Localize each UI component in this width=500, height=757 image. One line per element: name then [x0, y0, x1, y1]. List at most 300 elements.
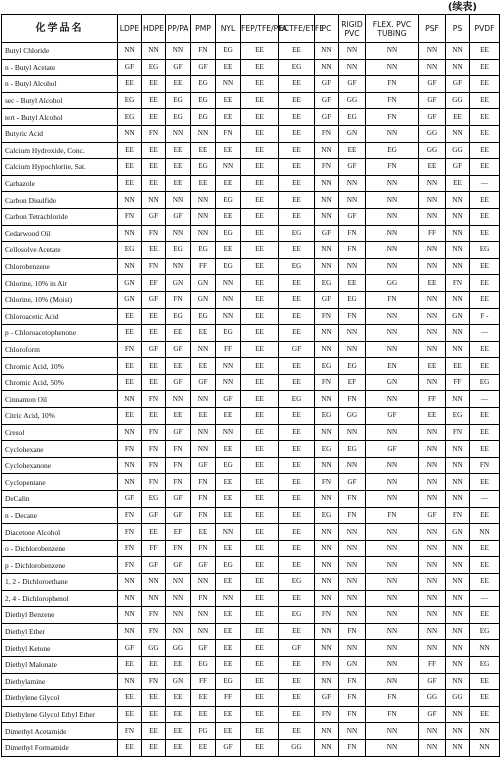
- rating-cell: NN: [191, 607, 216, 624]
- rating-cell: EE: [166, 706, 191, 723]
- rating-cell: EE: [241, 308, 279, 325]
- rating-cell: GN: [166, 275, 191, 292]
- rating-cell: FN: [315, 125, 339, 142]
- rating-cell: GF: [279, 640, 315, 657]
- rating-cell: EE: [241, 159, 279, 176]
- rating-cell: NN: [470, 524, 500, 541]
- rating-cell: NN: [166, 225, 191, 242]
- rating-cell: EG: [118, 242, 142, 259]
- rating-cell: NN: [366, 258, 419, 275]
- rating-cell: EE: [241, 208, 279, 225]
- rating-cell: EE: [279, 690, 315, 707]
- rating-cell: NN: [191, 424, 216, 441]
- table-row: [2, 109, 500, 126]
- rating-cell: NN: [142, 192, 166, 209]
- rating-cell: NN: [366, 557, 419, 574]
- rating-cell: EE: [241, 491, 279, 508]
- rating-cell: EG: [166, 242, 191, 259]
- rating-cell: EE: [216, 623, 241, 640]
- rating-cell: NN: [366, 640, 419, 657]
- rating-cell: NN: [216, 291, 241, 308]
- rating-cell: EE: [216, 441, 241, 458]
- rating-cell: EE: [216, 175, 241, 192]
- rating-cell: NN: [446, 706, 470, 723]
- chemical-name-cell: Dimethyl Formamide: [2, 739, 118, 756]
- column-header: NYL: [216, 15, 241, 43]
- rating-cell: EE: [241, 391, 279, 408]
- rating-cell: NN: [419, 341, 446, 358]
- rating-cell: NN: [446, 192, 470, 209]
- rating-cell: EE: [166, 325, 191, 342]
- rating-cell: EE: [118, 739, 142, 756]
- chemical-name-cell: Butyl Chloride: [2, 43, 118, 60]
- rating-cell: GN: [191, 291, 216, 308]
- rating-cell: GN: [339, 656, 366, 673]
- table-row: [2, 242, 500, 259]
- rating-cell: NN: [419, 557, 446, 574]
- rating-cell: NN: [366, 125, 419, 142]
- rating-cell: EE: [118, 175, 142, 192]
- rating-cell: EE: [166, 739, 191, 756]
- rating-cell: GF: [166, 208, 191, 225]
- rating-cell: NN: [366, 424, 419, 441]
- rating-cell: EE: [241, 43, 279, 60]
- rating-cell: NN: [366, 457, 419, 474]
- rating-cell: EE: [241, 341, 279, 358]
- rating-cell: NN: [419, 308, 446, 325]
- rating-cell: EE: [118, 374, 142, 391]
- rating-cell: NN: [419, 607, 446, 624]
- rating-cell: EE: [470, 142, 500, 159]
- chemical-name-cell: Cinnamon Oil: [2, 391, 118, 408]
- rating-cell: NN: [339, 258, 366, 275]
- rating-cell: GF: [315, 92, 339, 109]
- rating-cell: NN: [315, 540, 339, 557]
- rating-cell: EE: [216, 92, 241, 109]
- rating-cell: FN: [315, 159, 339, 176]
- rating-cell: EE: [118, 159, 142, 176]
- rating-cell: NN: [366, 607, 419, 624]
- rating-cell: FN: [118, 540, 142, 557]
- rating-cell: GF: [315, 291, 339, 308]
- rating-cell: NN: [419, 325, 446, 342]
- rating-cell: EE: [216, 59, 241, 76]
- rating-cell: NN: [366, 524, 419, 541]
- chemical-name-cell: n - Butyl Alcohol: [2, 76, 118, 93]
- rating-cell: EE: [279, 109, 315, 126]
- rating-cell: EE: [470, 408, 500, 425]
- rating-cell: NN: [366, 590, 419, 607]
- rating-cell: EG: [216, 192, 241, 209]
- rating-cell: NN: [446, 457, 470, 474]
- rating-cell: GF: [339, 159, 366, 176]
- rating-cell: EE: [419, 358, 446, 375]
- rating-cell: EE: [470, 607, 500, 624]
- rating-cell: EE: [241, 739, 279, 756]
- rating-cell: FN: [315, 308, 339, 325]
- rating-cell: GF: [166, 59, 191, 76]
- table-row: [2, 640, 500, 657]
- rating-cell: EE: [191, 325, 216, 342]
- rating-cell: FN: [366, 159, 419, 176]
- rating-cell: NN: [366, 208, 419, 225]
- table-body: [2, 43, 500, 757]
- rating-cell: GF: [446, 159, 470, 176]
- chemical-name-cell: Cyclopentane: [2, 474, 118, 491]
- rating-cell: EE: [142, 325, 166, 342]
- rating-cell: FF: [216, 341, 241, 358]
- table-row: [2, 474, 500, 491]
- rating-cell: FN: [166, 540, 191, 557]
- chemical-name-cell: Cyclohexane: [2, 441, 118, 458]
- chemical-name-cell: n - Decane: [2, 507, 118, 524]
- table-row: [2, 673, 500, 690]
- table-row: [2, 607, 500, 624]
- rating-cell: FN: [216, 125, 241, 142]
- rating-cell: NN: [339, 457, 366, 474]
- chemical-name-cell: Chlorine, 10% (Moist): [2, 291, 118, 308]
- header-row: [2, 15, 500, 43]
- rating-cell: NN: [315, 341, 339, 358]
- rating-cell: FN: [118, 441, 142, 458]
- rating-cell: EE: [279, 590, 315, 607]
- rating-cell: FN: [118, 524, 142, 541]
- rating-cell: NN: [446, 125, 470, 142]
- column-header: FLEX. PVC TUBING: [366, 15, 419, 43]
- rating-cell: NN: [216, 524, 241, 541]
- rating-cell: EE: [216, 540, 241, 557]
- rating-cell: NN: [419, 43, 446, 60]
- rating-cell: NN: [118, 258, 142, 275]
- rating-cell: GF: [142, 291, 166, 308]
- rating-cell: EE: [216, 574, 241, 591]
- rating-cell: FN: [142, 225, 166, 242]
- column-header: LDPE: [118, 15, 142, 43]
- rating-cell: EE: [279, 358, 315, 375]
- rating-cell: EE: [241, 623, 279, 640]
- rating-cell: GF: [191, 374, 216, 391]
- rating-cell: FN: [142, 258, 166, 275]
- rating-cell: EE: [279, 507, 315, 524]
- rating-cell: EG: [166, 308, 191, 325]
- rating-cell: NN: [118, 192, 142, 209]
- rating-cell: EE: [191, 706, 216, 723]
- rating-cell: FN: [118, 507, 142, 524]
- rating-cell: EG: [191, 76, 216, 93]
- rating-cell: FN: [142, 623, 166, 640]
- rating-cell: EE: [279, 208, 315, 225]
- chemical-name-cell: Diethyl Ketone: [2, 640, 118, 657]
- table-row: [2, 408, 500, 425]
- rating-cell: EG: [166, 92, 191, 109]
- rating-cell: NN: [339, 341, 366, 358]
- rating-cell: NN: [366, 225, 419, 242]
- rating-cell: EF: [142, 275, 166, 292]
- rating-cell: NN: [315, 391, 339, 408]
- rating-cell: EE: [118, 76, 142, 93]
- rating-cell: EG: [470, 242, 500, 259]
- rating-cell: EE: [241, 457, 279, 474]
- rating-cell: NN: [118, 125, 142, 142]
- rating-cell: NN: [419, 457, 446, 474]
- rating-cell: EE: [166, 690, 191, 707]
- chemical-name-cell: Carbon Disulfide: [2, 192, 118, 209]
- chemical-name-cell: Calcium Hypochlorite, Sat.: [2, 159, 118, 176]
- rating-cell: EE: [241, 291, 279, 308]
- rating-cell: NN: [446, 43, 470, 60]
- rating-cell: EE: [279, 524, 315, 541]
- rating-cell: NN: [118, 673, 142, 690]
- rating-cell: NN: [419, 59, 446, 76]
- rating-cell: EE: [118, 656, 142, 673]
- rating-cell: NN: [315, 524, 339, 541]
- rating-cell: NN: [339, 59, 366, 76]
- rating-cell: EN: [366, 358, 419, 375]
- chemical-name-cell: Carbon Tetrachloride: [2, 208, 118, 225]
- rating-cell: GF: [366, 441, 419, 458]
- rating-cell: FN: [191, 491, 216, 508]
- table-row: [2, 43, 500, 60]
- rating-cell: EE: [279, 325, 315, 342]
- rating-cell: FF: [419, 391, 446, 408]
- chemical-name-cell: Diethylene Glycol Ethyl Ether: [2, 706, 118, 723]
- rating-cell: FN: [366, 706, 419, 723]
- rating-cell: NN: [118, 607, 142, 624]
- rating-cell: NN: [446, 723, 470, 740]
- rating-cell: EE: [241, 275, 279, 292]
- rating-cell: NN: [142, 574, 166, 591]
- rating-cell: NN: [118, 225, 142, 242]
- rating-cell: NN: [419, 590, 446, 607]
- table-row: [2, 706, 500, 723]
- rating-cell: EE: [166, 723, 191, 740]
- rating-cell: EE: [470, 109, 500, 126]
- rating-cell: EE: [339, 142, 366, 159]
- chemical-name-cell: Calcium Hydroxide, Conc.: [2, 142, 118, 159]
- rating-cell: EG: [216, 43, 241, 60]
- rating-cell: EE: [241, 76, 279, 93]
- rating-cell: NN: [191, 192, 216, 209]
- rating-cell: FN: [142, 607, 166, 624]
- rating-cell: FN: [166, 457, 191, 474]
- rating-cell: EG: [191, 109, 216, 126]
- rating-cell: GF: [339, 76, 366, 93]
- rating-cell: FN: [339, 308, 366, 325]
- chemical-name-cell: sec - Butyl Alcohol: [2, 92, 118, 109]
- rating-cell: GG: [419, 125, 446, 142]
- rating-cell: EE: [241, 142, 279, 159]
- rating-cell: EE: [216, 640, 241, 657]
- rating-cell: NN: [339, 43, 366, 60]
- chemical-name-cell: p - Dichlorobenzene: [2, 557, 118, 574]
- rating-cell: FN: [446, 424, 470, 441]
- column-header: PS: [446, 15, 470, 43]
- rating-cell: NN: [315, 590, 339, 607]
- table-row: [2, 441, 500, 458]
- rating-cell: EE: [241, 242, 279, 259]
- rating-cell: GF: [142, 507, 166, 524]
- rating-cell: EG: [279, 225, 315, 242]
- rating-cell: EE: [470, 507, 500, 524]
- rating-cell: NN: [446, 673, 470, 690]
- rating-cell: NN: [315, 574, 339, 591]
- rating-cell: EG: [279, 59, 315, 76]
- chemical-compatibility-table: [1, 14, 500, 757]
- chemical-name-cell: 2, 4 - Dichlorophenol: [2, 590, 118, 607]
- rating-cell: EE: [166, 76, 191, 93]
- rating-cell: EG: [339, 441, 366, 458]
- rating-cell: EE: [470, 341, 500, 358]
- rating-cell: EE: [279, 76, 315, 93]
- rating-cell: GF: [366, 408, 419, 425]
- rating-cell: F -: [470, 308, 500, 325]
- rating-cell: EE: [142, 175, 166, 192]
- rating-cell: EE: [241, 574, 279, 591]
- rating-cell: EE: [241, 424, 279, 441]
- rating-cell: EE: [419, 275, 446, 292]
- rating-cell: GG: [339, 408, 366, 425]
- rating-cell: GN: [339, 125, 366, 142]
- rating-cell: EE: [470, 76, 500, 93]
- rating-cell: EE: [279, 474, 315, 491]
- rating-cell: NN: [216, 358, 241, 375]
- rating-cell: EE: [166, 142, 191, 159]
- rating-cell: NN: [366, 43, 419, 60]
- chemical-name-cell: Diethyl Benzene: [2, 607, 118, 624]
- rating-cell: EE: [241, 92, 279, 109]
- rating-cell: NN: [446, 590, 470, 607]
- column-header: RIGID PVC: [339, 15, 366, 43]
- rating-cell: GF: [191, 59, 216, 76]
- rating-cell: EE: [470, 92, 500, 109]
- rating-cell: GF: [166, 491, 191, 508]
- rating-cell: FN: [366, 76, 419, 93]
- rating-cell: EG: [339, 291, 366, 308]
- rating-cell: NN: [366, 474, 419, 491]
- rating-cell: FN: [142, 424, 166, 441]
- rating-cell: NN: [366, 739, 419, 756]
- rating-cell: EG: [166, 109, 191, 126]
- rating-cell: GN: [118, 291, 142, 308]
- rating-cell: GF: [166, 557, 191, 574]
- rating-cell: NN: [339, 723, 366, 740]
- rating-cell: EE: [241, 640, 279, 657]
- rating-cell: EE: [241, 192, 279, 209]
- rating-cell: NN: [191, 341, 216, 358]
- rating-cell: NN: [446, 225, 470, 242]
- chemical-name-cell: Cyclohexanone: [2, 457, 118, 474]
- rating-cell: NN: [191, 574, 216, 591]
- rating-cell: EE: [279, 623, 315, 640]
- rating-cell: EE: [142, 159, 166, 176]
- rating-cell: EE: [191, 524, 216, 541]
- rating-cell: EE: [118, 308, 142, 325]
- rating-cell: GF: [419, 109, 446, 126]
- chemical-name-cell: Diethyl Malonate: [2, 656, 118, 673]
- rating-cell: NN: [446, 391, 470, 408]
- rating-cell: EE: [279, 308, 315, 325]
- rating-cell: NN: [470, 640, 500, 657]
- rating-cell: EE: [241, 557, 279, 574]
- rating-cell: NN: [419, 640, 446, 657]
- rating-cell: FN: [166, 474, 191, 491]
- rating-cell: NN: [191, 441, 216, 458]
- rating-cell: FN: [191, 474, 216, 491]
- rating-cell: NN: [315, 325, 339, 342]
- rating-cell: EG: [118, 109, 142, 126]
- rating-cell: NN: [339, 607, 366, 624]
- rating-cell: EE: [118, 142, 142, 159]
- chemical-name-cell: p - Chloroacetophenone: [2, 325, 118, 342]
- rating-cell: EE: [470, 474, 500, 491]
- rating-cell: EE: [191, 175, 216, 192]
- rating-cell: GG: [446, 690, 470, 707]
- rating-cell: FN: [142, 673, 166, 690]
- rating-cell: NN: [166, 391, 191, 408]
- rating-cell: FN: [142, 125, 166, 142]
- rating-cell: NN: [446, 291, 470, 308]
- column-header: PVDF: [470, 15, 500, 43]
- rating-cell: NN: [315, 142, 339, 159]
- rating-cell: NN: [339, 574, 366, 591]
- rating-cell: GF: [216, 739, 241, 756]
- rating-cell: GG: [366, 275, 419, 292]
- rating-cell: EE: [279, 441, 315, 458]
- rating-cell: EE: [216, 656, 241, 673]
- rating-cell: EE: [241, 109, 279, 126]
- rating-cell: FN: [339, 673, 366, 690]
- rating-cell: EE: [142, 739, 166, 756]
- rating-cell: EE: [419, 159, 446, 176]
- rating-cell: FN: [339, 739, 366, 756]
- rating-cell: EE: [241, 590, 279, 607]
- rating-cell: FN: [315, 607, 339, 624]
- rating-cell: EE: [470, 125, 500, 142]
- rating-cell: GG: [446, 92, 470, 109]
- rating-cell: EG: [339, 358, 366, 375]
- rating-cell: EG: [315, 358, 339, 375]
- rating-cell: FN: [366, 690, 419, 707]
- chemical-name-cell: Dimethyl Acetamide: [2, 723, 118, 740]
- rating-cell: EE: [191, 358, 216, 375]
- rating-cell: GF: [419, 673, 446, 690]
- rating-cell: EG: [191, 159, 216, 176]
- table-row: [2, 524, 500, 541]
- chemical-name-cell: Diethylamine: [2, 673, 118, 690]
- rating-cell: EG: [470, 623, 500, 640]
- rating-cell: NN: [366, 656, 419, 673]
- rating-cell: EE: [216, 723, 241, 740]
- rating-cell: EE: [241, 706, 279, 723]
- rating-cell: —: [470, 325, 500, 342]
- rating-cell: EE: [216, 607, 241, 624]
- column-header: PC: [315, 15, 339, 43]
- rating-cell: NN: [166, 258, 191, 275]
- rating-cell: EE: [118, 408, 142, 425]
- table-row: [2, 275, 500, 292]
- rating-cell: NN: [419, 175, 446, 192]
- rating-cell: GG: [166, 640, 191, 657]
- rating-cell: EE: [470, 291, 500, 308]
- rating-cell: EE: [166, 175, 191, 192]
- rating-cell: EE: [446, 175, 470, 192]
- rating-cell: GF: [142, 557, 166, 574]
- rating-cell: EE: [216, 491, 241, 508]
- chemical-name-cell: Cresol: [2, 424, 118, 441]
- rating-cell: EE: [142, 408, 166, 425]
- table-row: [2, 391, 500, 408]
- rating-cell: EE: [216, 109, 241, 126]
